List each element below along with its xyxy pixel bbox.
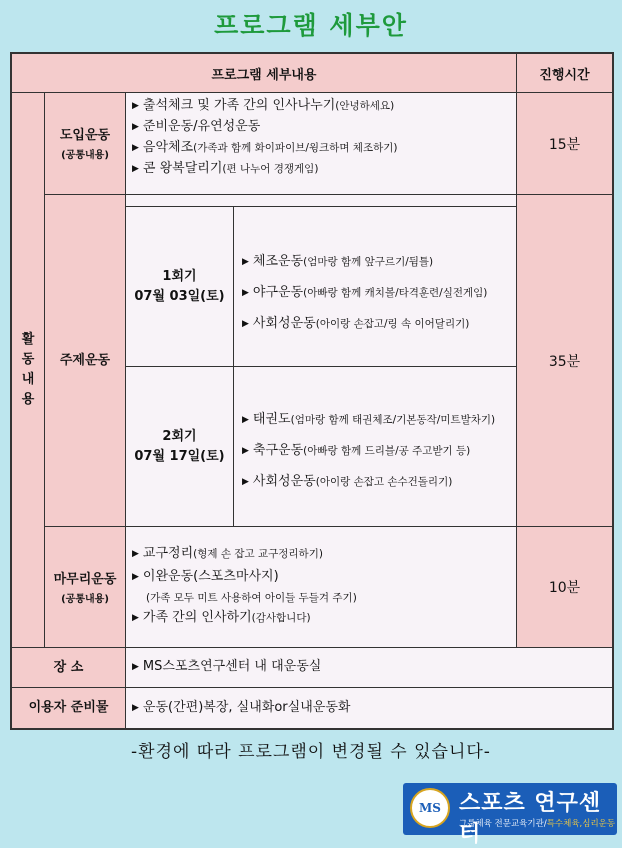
bullet-icon: ▶ <box>132 572 139 582</box>
list-item <box>132 657 321 678</box>
bullet-icon: ▶ <box>132 101 139 111</box>
list-item: ▶ 음악체조(가족과 함께 화이파이브/윙크하며 체조하기) <box>132 140 398 155</box>
session-2-no: 2회기 <box>162 428 197 444</box>
section-label-char: 내 <box>21 372 35 387</box>
bullet-icon: ▶ <box>242 415 249 425</box>
bullet-icon: ▶ <box>242 446 249 456</box>
main-label: 주제운동 <box>59 352 111 368</box>
session-1-label-cell <box>125 206 234 367</box>
intro-time-cell <box>516 92 613 195</box>
header-time: 진행시간 <box>539 67 590 83</box>
cooldown-time-cell <box>516 526 613 648</box>
bullet-icon: ▶ <box>242 477 249 487</box>
cooldown-label: 마무리운동 <box>53 571 117 587</box>
place-label: 장 소 <box>53 659 84 675</box>
bullet-icon: ▶ <box>132 662 139 672</box>
intro-content-cell <box>125 92 517 195</box>
session-1-no: 1회기 <box>162 268 197 284</box>
intro-time: 15분 <box>548 136 581 153</box>
list-item: ▶ 이완운동(스포츠마사지) <box>132 569 279 584</box>
cooldown-label-cell <box>44 526 126 648</box>
main-time: 35분 <box>548 353 581 370</box>
main-label-cell <box>44 194 126 527</box>
list-item: ▶ 사회성운동(아이랑 손잡고/링 속 이어달리기) <box>242 316 470 331</box>
section-label-char: 동 <box>21 352 35 367</box>
prep-label: 이용자 준비물 <box>28 700 109 715</box>
list-item: ▶ 준비운동/유연성운동 <box>132 119 261 134</box>
list-item: ▶ 출석체크 및 가족 간의 인사나누기(안녕하세요) <box>132 98 395 113</box>
prep-value: 운동(간편)복장, 실내화or실내운동화 <box>142 699 351 715</box>
session-2-content-cell <box>233 366 517 527</box>
list-item: ▶ 체조운동(엄마랑 함께 앞구르기/뒴틀) <box>242 254 434 269</box>
intro-label: 도입운동 <box>59 128 111 143</box>
bullet-icon: ▶ <box>242 257 249 267</box>
list-item <box>132 698 350 719</box>
header-time-cell <box>516 53 613 93</box>
bullet-icon: ▶ <box>132 549 139 559</box>
list-item: ▶ 콘 왕복달리기(편 나누어 경쟁게임) <box>132 161 319 176</box>
page-title: 프로그램 세부안 <box>214 11 408 40</box>
list-item: ▶ 가족 간의 인사하기(감사합니다) <box>132 610 311 625</box>
bullet-icon: ▶ <box>132 143 139 153</box>
place-value-cell <box>125 647 613 688</box>
header-content-cell <box>11 53 517 93</box>
bullet-icon: ▶ <box>132 702 139 713</box>
list-item: ▶ 축구운동(아빠랑 함께 드리블/공 주고받기 등) <box>242 443 471 458</box>
logo-name: 스포츠 연구센터 <box>459 791 602 847</box>
cooldown-sub: (공통내용) <box>61 593 109 605</box>
sports-center-logo <box>403 783 617 847</box>
footer-note: -환경에 따라 프로그램이 변경될 수 있습니다- <box>131 742 491 762</box>
list-item: ▶ 태권도(엄마랑 함께 태권체조/기본동작/미트발차기) <box>242 412 496 427</box>
header-content: 프로그램 세부내용 <box>211 67 317 83</box>
prep-label-cell <box>11 687 126 729</box>
place-label-cell <box>11 647 126 688</box>
program-table <box>10 52 614 730</box>
session-1-content-cell <box>233 206 517 367</box>
cooldown-content-cell <box>125 526 517 648</box>
bullet-icon: ▶ <box>132 164 139 174</box>
list-item: ▶ 교구정리(형제 손 잡고 교구정리하기) <box>132 546 323 561</box>
bullet-icon: ▶ <box>242 288 249 298</box>
bullet-icon: ▶ <box>132 122 139 132</box>
ms-seal-icon: MS <box>410 788 450 828</box>
logo-tagline: 그룹체육 전문교육기관/특수체육,심리운동 <box>459 819 616 829</box>
session-2-label-cell <box>125 366 234 527</box>
place-value: MS스포츠연구센터 내 대운동실 <box>142 659 322 674</box>
section-label-cell <box>11 92 45 648</box>
bullet-icon: ▶ <box>242 319 249 329</box>
section-label-char: 용 <box>21 392 35 407</box>
list-item: ▶ 야구운동(아빠랑 함께 캐치볼/타격훈련/실전게임) <box>242 285 488 300</box>
list-item: ▶ 사회성운동(아이랑 손잡고 손수건돌리기) <box>242 474 453 489</box>
session-2-date: 07월 17일(토) <box>134 448 225 464</box>
intro-label-cell <box>44 92 126 195</box>
list-item-sub: (가족 모두 미트 사용하여 아이들 두들겨 주기) <box>146 592 357 604</box>
prep-value-cell <box>125 687 613 729</box>
main-time-cell <box>516 194 613 527</box>
session-1-date: 07월 03일(토) <box>134 288 225 304</box>
cooldown-time: 10분 <box>548 580 581 596</box>
section-label-char: 활 <box>21 332 35 347</box>
bullet-icon: ▶ <box>132 613 139 623</box>
intro-sub: (공통내용) <box>61 150 109 161</box>
